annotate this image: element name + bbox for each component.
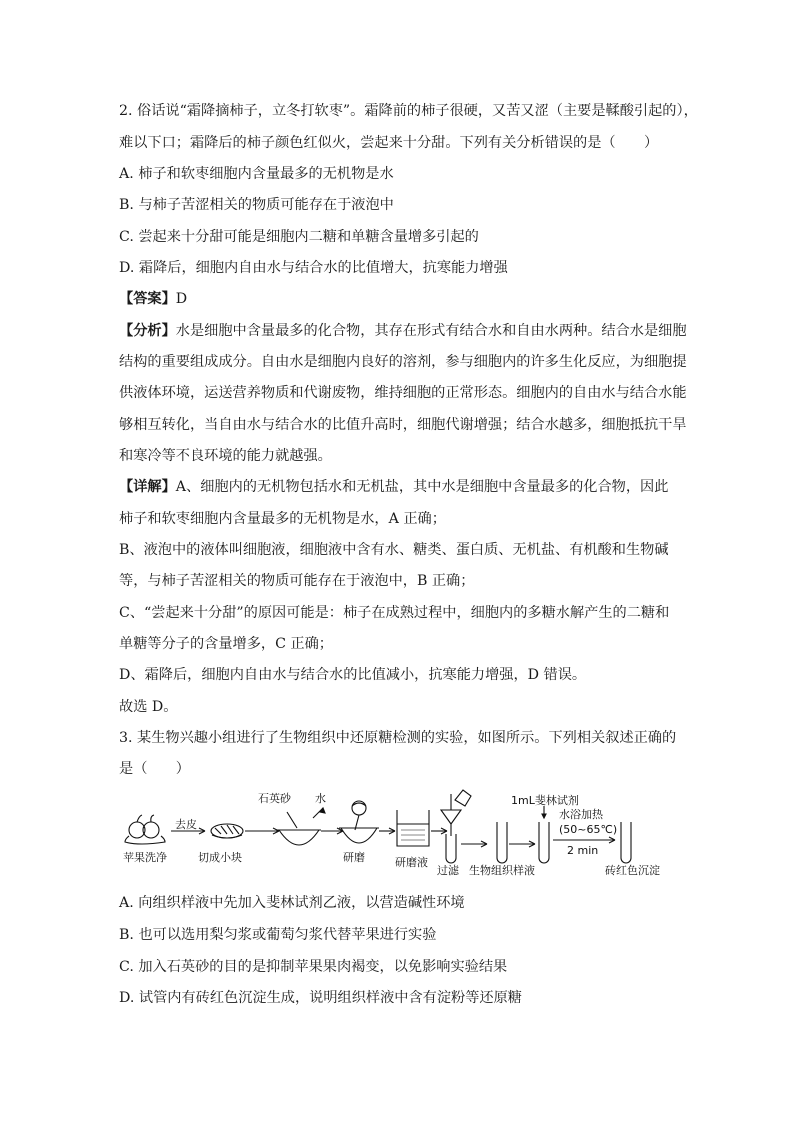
q2-analysis-line-4: 够相互转化，当自由水与结合水的比值升高时，细胞代谢增强；结合水越多，细胞抵抗干旱 [119, 417, 687, 433]
label-filter: 过滤 [437, 864, 459, 877]
q2-option-a: A. 柿子和软枣细胞内含量最多的无机物是水 [119, 166, 394, 182]
q3-stem-line-2: 是（ ） [119, 761, 190, 777]
q3-option-b: B. 也可以选用梨匀浆或葡萄匀浆代替苹果进行实验 [119, 927, 437, 943]
q2-detail-line-5: C、“尝起来十分甜”的原因可能是：柿子在成熟过程中，细胞内的多糖水解产生的二糖和 [119, 605, 670, 621]
detail-text: A、细胞内的无机物包括水和无机盐，其中水是细胞中含量最多的化合物，因此 [175, 479, 669, 495]
label-apple: 苹果洗净 [123, 851, 167, 864]
q2-stem-line-2: 难以下口；霜降后的柿子颜色红似火，尝起来十分甜。下列有关分析错误的是（ ） [119, 135, 659, 151]
q2-option-d: D. 霜降后，细胞内自由水与结合水的比值增大，抗寒能力增强 [119, 260, 508, 276]
label-time: 2 min [567, 844, 599, 857]
label-sand: 石英砂 [258, 792, 291, 805]
grinding-mortar-icon [339, 801, 379, 843]
mortar-icon [277, 808, 325, 845]
filter-funnel-icon [441, 790, 471, 863]
label-bath: 水浴加热 [559, 808, 603, 821]
label-cut: 切成小块 [198, 851, 242, 864]
experiment-flow-figure [119, 784, 679, 884]
answer-value: D [175, 291, 188, 307]
apple-pieces-icon [211, 824, 243, 838]
q2-stem-line-1: 2. 俗话说“霜降摘柿子，立冬打软枣”。霜降前的柿子很硬，又苦又涩（主要是鞣酸引起的）， [119, 103, 698, 119]
beaker-icon [397, 810, 429, 846]
q2-analysis-line-2: 结构的重要组成成分。自由水是细胞内良好的溶剂，参与细胞内的许多生化反应，为细胞提 [119, 354, 687, 370]
q2-detail-line-7: D、霜降后，细胞内自由水与结合水的比值减小，抗寒能力增强，D 错误。 [119, 667, 587, 683]
q3-option-d: D. 试管内有砖红色沉淀生成，说明组织样液中含有淀粉等还原糖 [119, 990, 522, 1006]
q2-detail-line-4: 等，与柿子苦涩相关的物质可能存在于液泡中，B 正确； [119, 573, 475, 589]
apple-icon [125, 815, 165, 844]
q2-option-b: B. 与柿子苦涩相关的物质可能存在于液泡中 [119, 197, 394, 213]
q2-analysis-line-1 [119, 321, 687, 341]
label-result: 砖红色沉淀 [605, 864, 660, 877]
analysis-text: 水是细胞中含量最多的化合物，其存在形式有结合水和自由水两种。结合水是细胞 [175, 323, 687, 339]
analysis-tag: 【分析】 [119, 323, 176, 339]
q2-analysis-line-5: 和寒冷等不良环境的能力就越强。 [119, 448, 332, 464]
reagent-tube-icon [539, 806, 549, 863]
label-water: 水 [315, 792, 326, 805]
label-slurry: 研磨液 [395, 856, 428, 869]
q3-option-c: C. 加入石英砂的目的是抑制苹果果肉褐变，以免影响实验结果 [119, 959, 508, 975]
label-temp: (50~65℃) [559, 823, 618, 836]
q2-detail-line-1 [119, 477, 668, 497]
answer-tag: 【答案】 [119, 291, 176, 307]
detail-tag: 【详解】 [119, 479, 176, 495]
q2-detail-line-8: 故选 D。 [119, 699, 178, 715]
q2-analysis-line-3: 供液体环境，运送营养物质和代谢废物，维持细胞的正常形态。细胞内的自由水与结合水能 [119, 385, 687, 401]
label-sample: 生物组织样液 [469, 864, 535, 877]
q2-detail-line-3: B、液泡中的液体叫细胞液，细胞液中含有水、糖类、蛋白质、无机盐、有机酸和生物碱 [119, 542, 669, 558]
label-grind: 研磨 [343, 851, 365, 864]
q2-detail-line-6: 单糖等分子的含量增多，C 正确； [119, 636, 333, 652]
experiment-diagram [119, 784, 679, 884]
label-reagent: 1mL斐林试剂 [511, 794, 579, 807]
q2-option-c: C. 尝起来十分甜可能是细胞内二糖和单糖含量增多引起的 [119, 229, 479, 245]
q2-detail-line-2: 柿子和软枣细胞内含量最多的无机物是水，A 正确； [119, 511, 446, 527]
label-peel: 去皮 [175, 818, 197, 831]
q2-answer-line [119, 289, 187, 309]
q3-stem-line-1: 3. 某生物兴趣小组进行了生物组织中还原糖检测的实验，如图所示。下列相关叙述正确的 [119, 730, 677, 746]
q3-option-a: A. 向组织样液中先加入斐林试剂乙液，以营造碱性环境 [119, 895, 465, 911]
sample-tube-icon [497, 822, 507, 863]
result-tube-icon [621, 822, 631, 863]
